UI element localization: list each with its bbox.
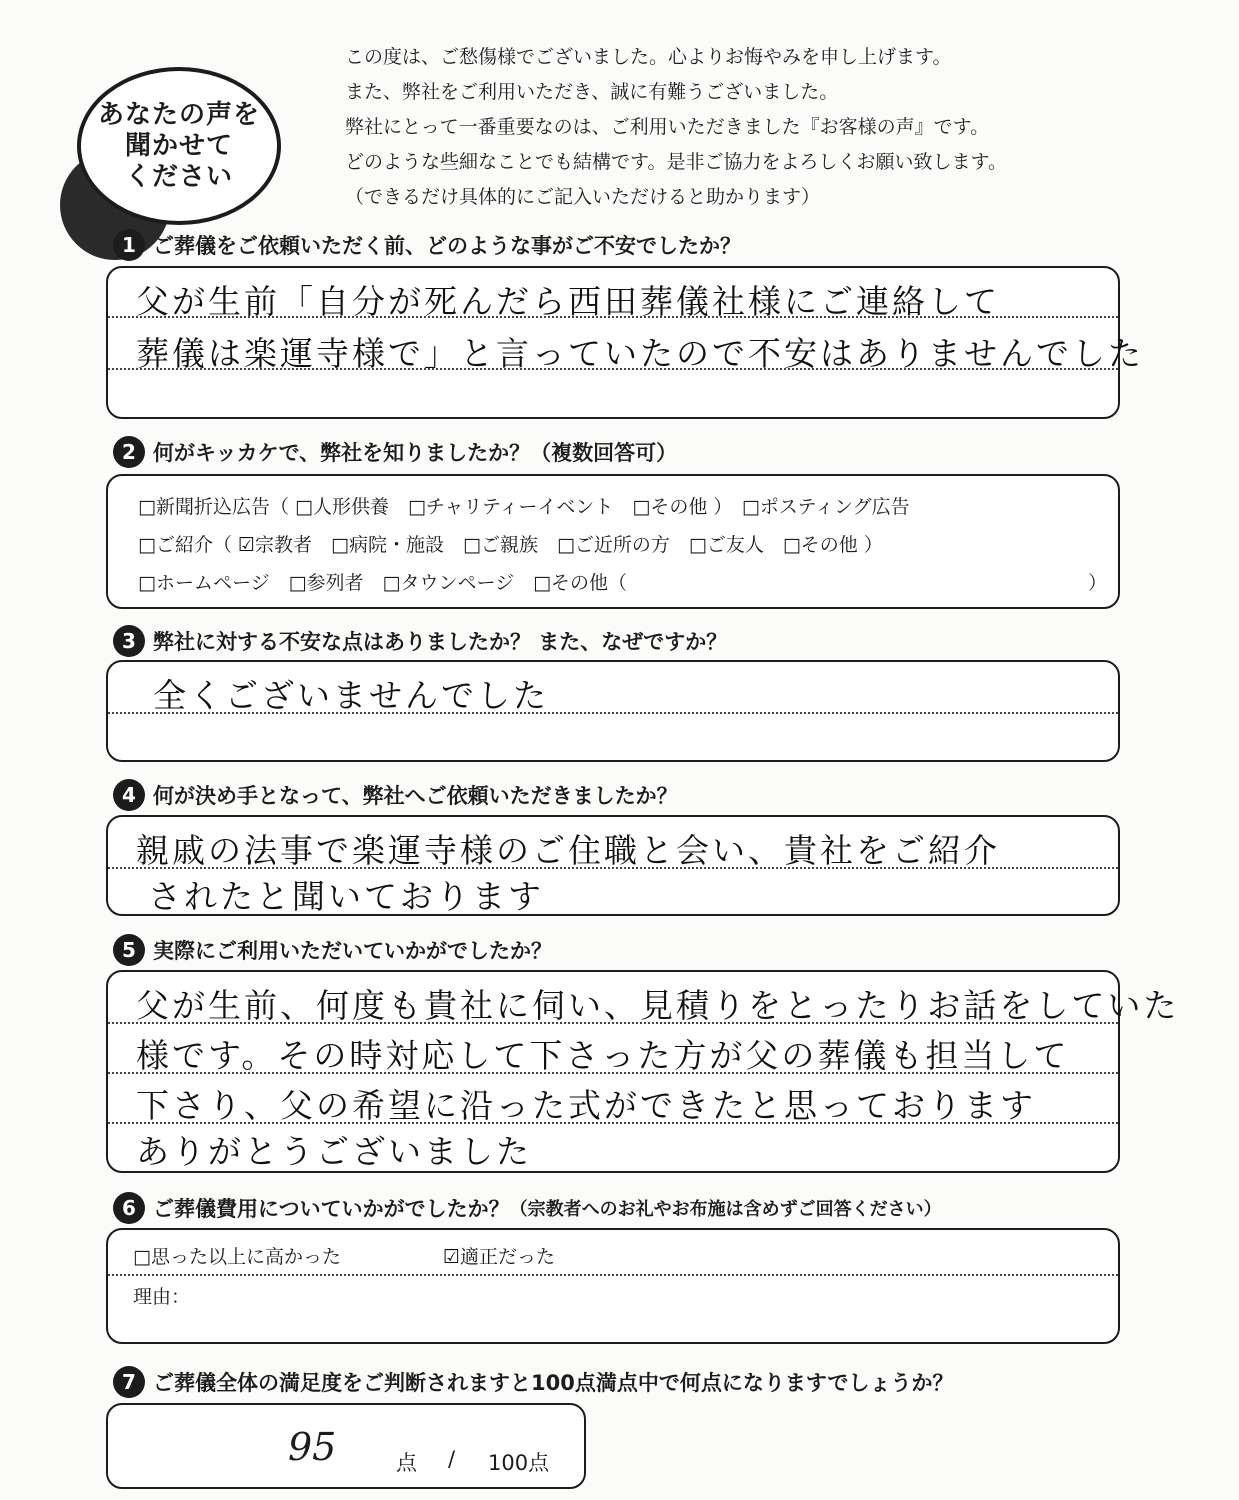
- score-box[interactable]: [106, 1403, 586, 1489]
- question-text: 実際にご利用いただいていかがでしたか？: [153, 939, 552, 963]
- question-number: 3: [113, 625, 145, 657]
- options-row-1[interactable]: □新聞折込広告（ □人形供養 □チャリティーイベント □その他 ） □ポスティング広告: [138, 496, 910, 518]
- answer-box-5[interactable]: [106, 970, 1180, 1173]
- handwritten-answer-line: 全くございませんでした: [153, 676, 549, 715]
- answer-box-4[interactable]: [106, 815, 1120, 916]
- options-text: □ホームページ □参列者 □タウンページ □その他（: [138, 572, 628, 594]
- options-close-paren: ）: [1088, 572, 1108, 594]
- question-number: 7: [113, 1366, 145, 1398]
- speech-bubble-body: [77, 67, 281, 225]
- score-slash: /: [448, 1447, 456, 1471]
- intro-text: [345, 40, 1007, 215]
- options-text: □ご紹介（: [138, 534, 238, 556]
- question-number: 5: [113, 934, 145, 966]
- question-note: （宗教者へのお礼やお布施は含めずご回答ください）: [509, 1199, 942, 1220]
- dotted-line: [108, 1274, 1118, 1276]
- options-text: 宗教者 □病院・施設 □ご親族 □ご近所の方 □ご友人 □その他 ）: [255, 534, 883, 556]
- answer-box-3[interactable]: [106, 660, 1120, 762]
- checked-checkbox-icon[interactable]: ☑: [443, 1246, 461, 1268]
- question-number: 1: [113, 229, 145, 261]
- question-2: [113, 436, 677, 468]
- question-text: 何がキッカケで、弊社を知りましたか？（複数回答可）: [153, 441, 678, 465]
- score-max: 100点: [488, 1451, 550, 1475]
- handwritten-answer-line: されたと聞いております: [148, 877, 544, 916]
- question-4: [113, 779, 678, 811]
- question-1: [113, 229, 741, 261]
- question-number: 6: [113, 1192, 145, 1224]
- options-row-2[interactable]: [138, 530, 883, 557]
- handwritten-answer-line: 葬儀は楽運寺様で」と言っていたので不安はありませんでした: [136, 334, 1144, 373]
- question-5: [113, 934, 552, 966]
- handwritten-score: 95: [288, 1425, 337, 1469]
- question-text: ご葬儀をご依頼いただく前、どのような事がご不安でしたか？: [153, 234, 741, 258]
- handwritten-answer-line: 父が生前、何度も貴社に伺い、見積りをとったりお話をしていた: [136, 986, 1180, 1025]
- answer-box-6: [106, 1228, 1120, 1344]
- checked-checkbox-icon[interactable]: ☑: [238, 534, 256, 556]
- intro-line-2: また、弊社をご利用いただき、誠に有難うございました。: [345, 81, 839, 103]
- question-3: [113, 625, 727, 657]
- question-text: ご葬儀費用についていかがでしたか？: [153, 1197, 510, 1221]
- handwritten-answer-line: 父が生前「自分が死んだら西田葬儀社様にご連絡して: [136, 282, 1000, 321]
- option-too-expensive[interactable]: □思った以上に高かった: [133, 1246, 341, 1268]
- options-row-3[interactable]: [138, 568, 627, 595]
- option-label: 適正だった: [460, 1246, 556, 1268]
- question-text: 何が決め手となって、弊社へご依頼いただきましたか？: [153, 784, 678, 808]
- answer-box-1[interactable]: [106, 266, 1144, 419]
- bubble-line-3: ください: [124, 161, 233, 192]
- handwritten-answer-line: ありがとうございました: [136, 1132, 532, 1171]
- reason-label: 理由：: [133, 1286, 191, 1308]
- handwritten-answer-line: 親戚の法事で楽運寺様のご住職と会い、貴社をご紹介: [136, 831, 1000, 870]
- question-number: 4: [113, 779, 145, 811]
- intro-line-5: （できるだけ具体的にご記入いただけると助かります）: [345, 186, 821, 208]
- question-text: ご葬儀全体の満足度をご判断されますと100点満点中で何点になりますでしょうか？: [153, 1371, 954, 1395]
- bubble-line-1: あなたの声を: [97, 99, 260, 130]
- handwritten-answer-line: 様です。その時対応して下さった方が父の葬儀も担当して: [136, 1036, 1070, 1075]
- score-unit: 点: [396, 1451, 417, 1475]
- question-number: 2: [113, 436, 145, 468]
- question-6: [113, 1192, 942, 1224]
- intro-line-1: この度は、ご愁傷様でございました。心よりお悔やみを申し上げます。: [345, 46, 952, 68]
- answer-box-2: [106, 474, 1120, 609]
- speech-bubble: [55, 55, 285, 225]
- handwritten-answer-line: 下さり、父の希望に沿った式ができたと思っております: [136, 1086, 1036, 1125]
- question-7: [113, 1366, 953, 1398]
- bubble-line-2: 聞かせて: [124, 130, 233, 161]
- question-text: 弊社に対する不安な点はありましたか？ また、なぜですか？: [153, 630, 728, 654]
- option-reasonable[interactable]: [443, 1242, 555, 1269]
- intro-line-3: 弊社にとって一番重要なのは、ご利用いただきました『お客様の声』です。: [345, 116, 990, 138]
- intro-line-4: どのような些細なことでも結構です。是非ご協力をよろしくお願い致します。: [345, 151, 1007, 173]
